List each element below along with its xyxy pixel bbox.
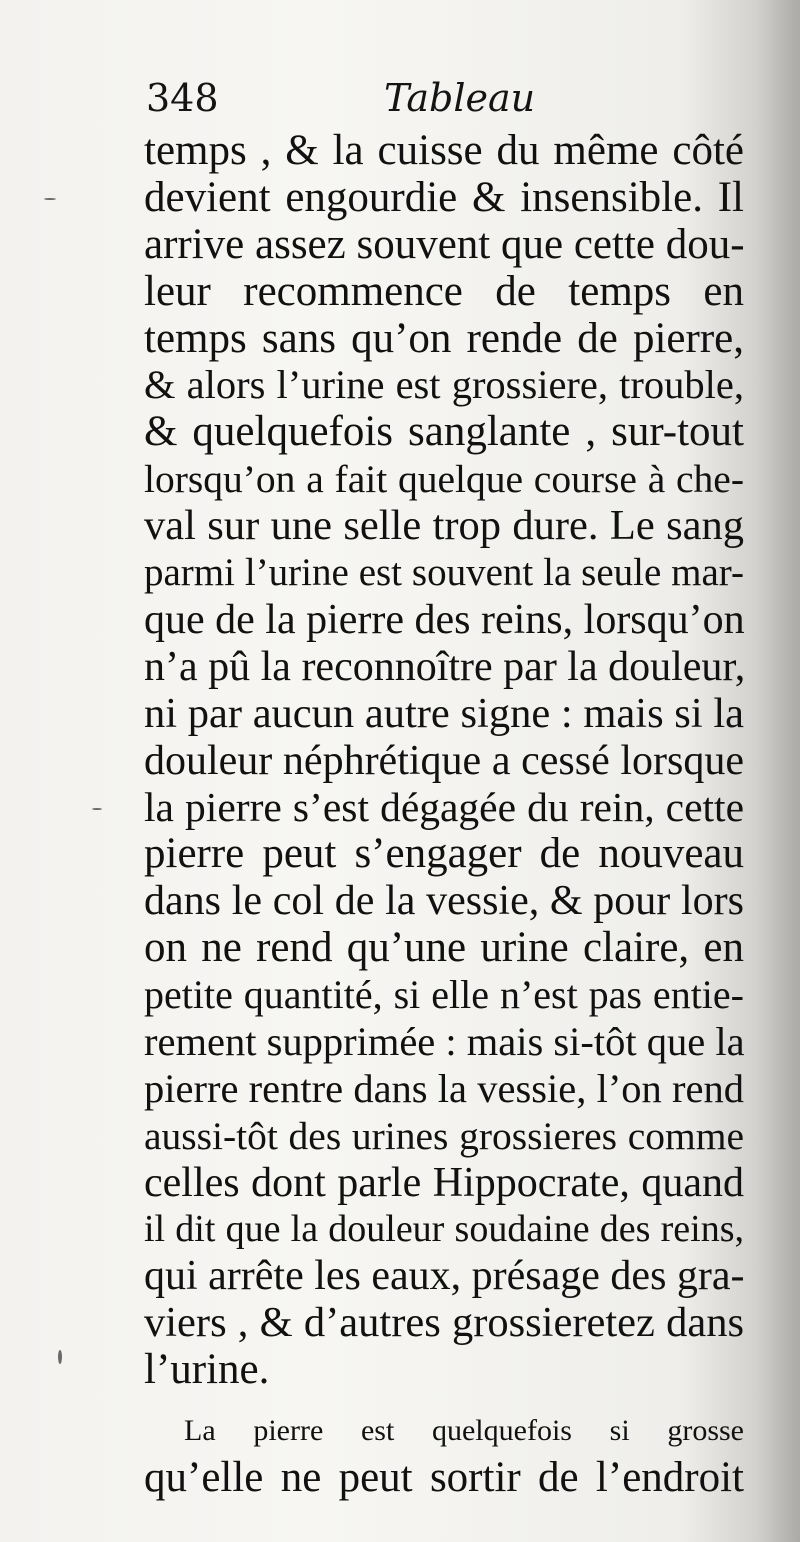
paper-speck xyxy=(92,808,102,810)
text-line: il dit que la douleur soudaine des reins, xyxy=(144,1208,744,1251)
text-line: rement supprimée : mais si-tôt que la xyxy=(144,1018,745,1064)
text-line: leur recommence de temps en xyxy=(144,267,744,315)
page-number: 348 xyxy=(146,76,219,120)
text-line: lorsqu’on a fait quelque course à che- xyxy=(144,457,744,502)
text-line: celles dont parle Hippocrate, quand xyxy=(144,1159,744,1206)
text-line: on ne rend qu’une urine claire, en xyxy=(144,924,744,972)
text-line: dans le col de la vessie, & pour lors xyxy=(144,878,744,925)
text-line: temps sans qu’on rende de pierre, xyxy=(144,314,744,362)
text-line: & quelquefois sanglante , sur-tout xyxy=(144,408,744,456)
text-line: val sur une selle trop dure. Le sang xyxy=(144,502,744,550)
text-line: viers , & d’autres grossieretez dans xyxy=(144,1299,744,1347)
text-line: & alors l’urine est grossiere, trouble, xyxy=(144,362,744,408)
text-line: parmi l’urine est souvent la seule mar- xyxy=(144,551,744,595)
text-line: petite quantité, si elle n’est pas entie- xyxy=(144,972,744,1018)
text-line: qu’elle ne peut sortir de l’endroit xyxy=(144,1453,744,1501)
text-line: pierre peut s’engager de nouveau xyxy=(144,830,744,878)
text-line: aussi-tôt des urines grossieres comme xyxy=(144,1113,744,1158)
text-line: la pierre s’est dégagée du rein, cette xyxy=(144,784,744,831)
paper-speck xyxy=(58,1350,62,1364)
text-line: devient engourdie & insensible. Il xyxy=(144,173,744,221)
running-head: Tableau xyxy=(384,76,536,120)
text-line: n’a pû la reconnoître par la douleur, xyxy=(144,643,746,690)
body-text xyxy=(144,128,744,1502)
text-line: que de la pierre des reins, lorsqu’on xyxy=(144,596,745,643)
text-line: l’urine. xyxy=(144,1346,270,1394)
page-header xyxy=(146,72,746,128)
text-line: pierre rentre dans la vessie, l’on rend xyxy=(144,1065,744,1111)
text-line: douleur néphrétique a cessé lorsque xyxy=(144,737,744,784)
text-line: La pierre est quelquefois si grosse xyxy=(184,1414,744,1448)
text-line: ni par aucun autre signe : mais si la xyxy=(144,689,744,737)
text-line: temps , & la cuisse du même côté xyxy=(144,127,744,174)
paper-speck xyxy=(44,198,56,200)
text-line: qui arrête les eaux, présage des gra- xyxy=(144,1253,745,1300)
page-edge-shadow xyxy=(755,0,800,1542)
text-line: arrive assez souvent que cette dou- xyxy=(144,220,745,268)
